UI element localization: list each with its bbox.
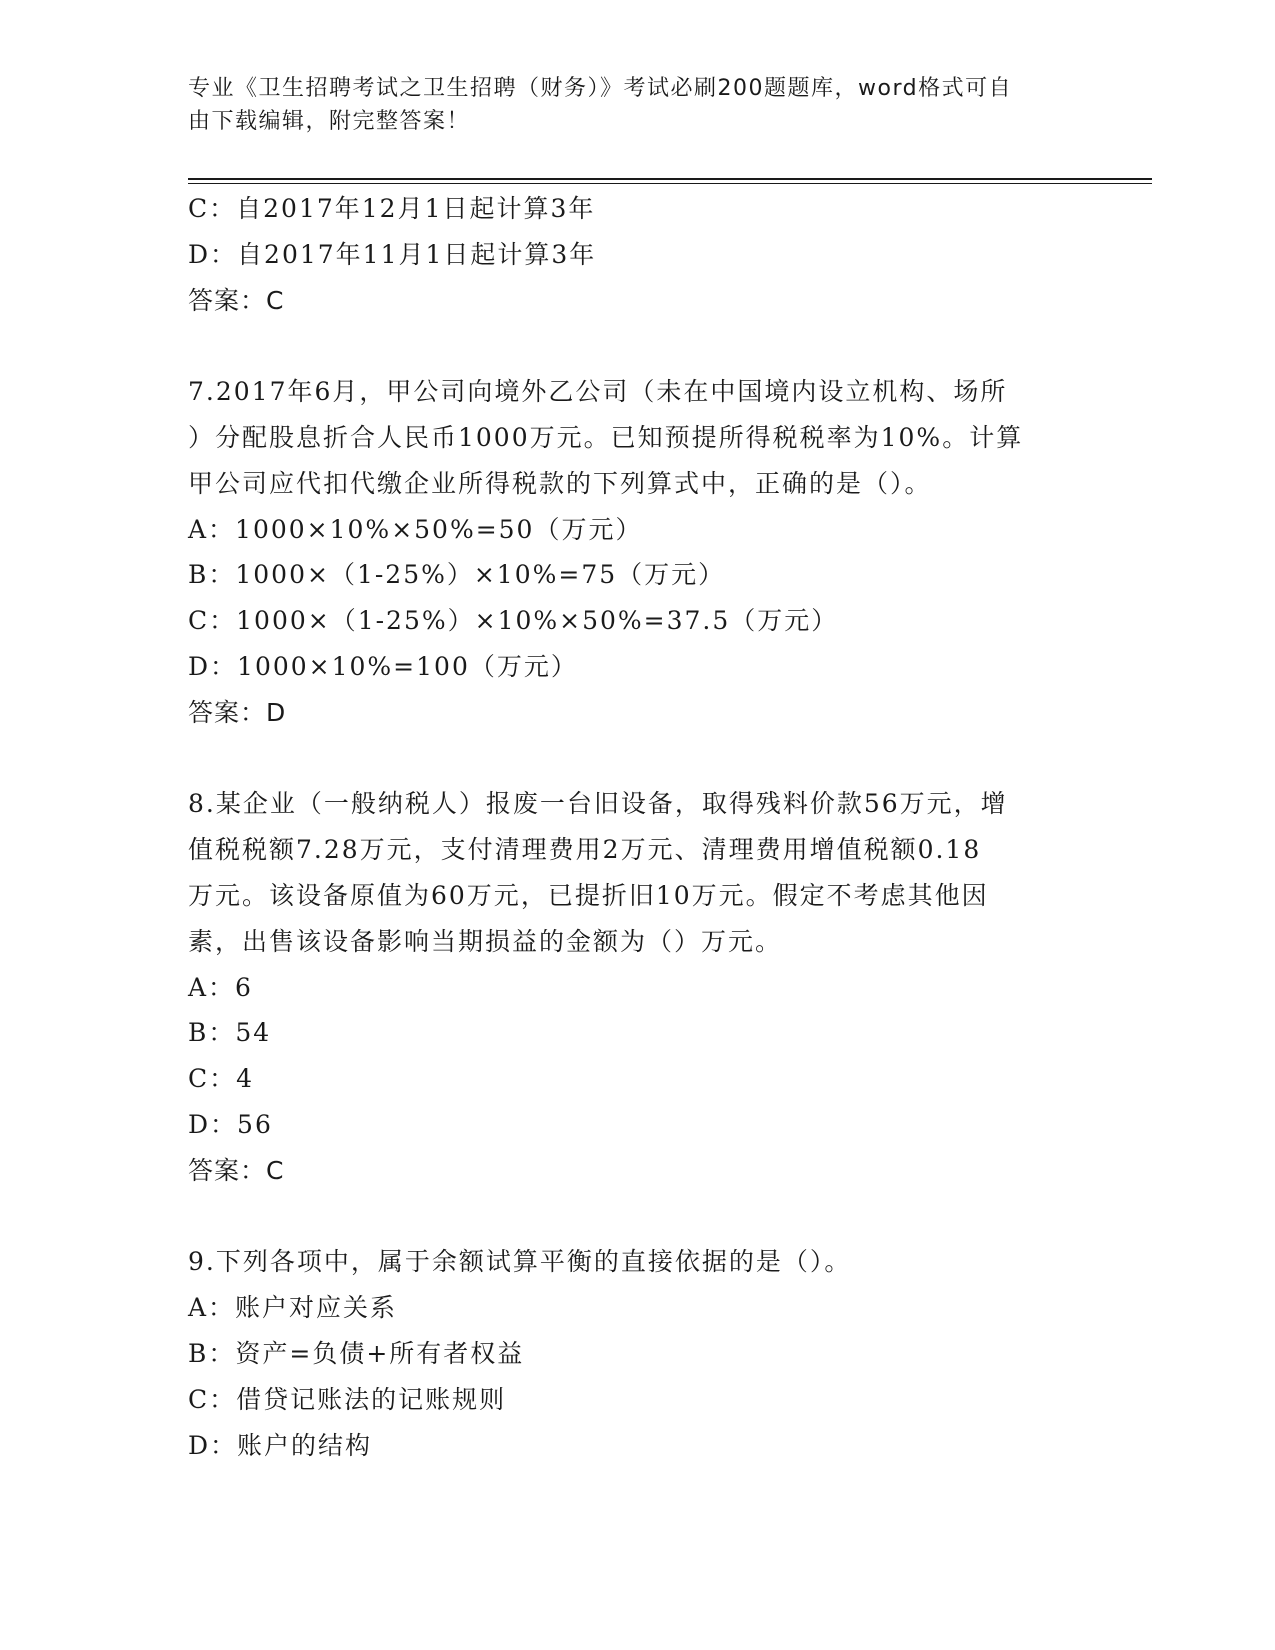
- q7-option-b: B：1000×（1-25%）×10%=75（万元）: [188, 560, 726, 590]
- q7-option-d: D：1000×10%=100（万元）: [188, 651, 578, 681]
- header-rule-thick: [188, 178, 1152, 180]
- q8-stem-line-4: 素，出售该设备影响当期损益的金额为（）万元。: [188, 926, 783, 956]
- q8-answer: 答案：C: [188, 1155, 285, 1185]
- q9-option-a: A：账户对应关系: [188, 1293, 398, 1323]
- q8-stem-line-3: 万元。该设备原值为60万元，已提折旧10万元。假定不考虑其他因: [188, 880, 989, 910]
- q8-stem-line-1: 8.某企业（一般纳税人）报废一台旧设备，取得残料价款56万元，增: [188, 789, 1008, 819]
- q8-stem-line-2: 值税税额7.28万元，支付清理费用2万元、清理费用增值税额0.18: [188, 835, 982, 865]
- question-content: [188, 186, 1068, 1468]
- q6-answer: 答案：C: [188, 285, 285, 315]
- q9-option-c: C：借贷记账法的记账规则: [188, 1384, 507, 1414]
- q6-option-d: D：自2017年11月1日起计算3年: [188, 239, 597, 269]
- spacer: [188, 1194, 1068, 1240]
- q7-answer: 答案：D: [188, 697, 287, 727]
- q8-option-a: A：6: [188, 972, 253, 1002]
- header-rule-thin: [188, 183, 1152, 184]
- q7-stem-line-2: ）分配股息折合人民币1000万元。已知预提所得税税率为10%。计算: [188, 422, 1024, 452]
- q9-stem-line-1: 9.下列各项中，属于余额试算平衡的直接依据的是（）。: [188, 1247, 852, 1277]
- q8-option-d: D：56: [188, 1109, 273, 1139]
- document-header: [188, 72, 1068, 138]
- q7-stem-line-1: 7.2017年6月，甲公司向境外乙公司（未在中国境内设立机构、场所: [188, 377, 1008, 407]
- q7-stem-line-3: 甲公司应代扣代缴企业所得税款的下列算式中，正确的是（）。: [188, 468, 932, 498]
- q7-option-a: A：1000×10%×50%=50（万元）: [188, 514, 643, 544]
- q6-option-c: C：自2017年12月1日起计算3年: [188, 194, 596, 223]
- q9-option-d: D：账户的结构: [188, 1430, 373, 1460]
- spacer: [188, 736, 1068, 782]
- q9-option-b: B：资产=负债+所有者权益: [188, 1338, 525, 1368]
- header-line-2: 由下载编辑，附完整答案！: [188, 109, 471, 134]
- q8-option-b: B：54: [188, 1018, 272, 1048]
- q8-option-c: C：4: [188, 1064, 255, 1094]
- q7-option-c: C：1000×（1-25%）×10%×50%=37.5（万元）: [188, 606, 839, 636]
- header-line-1: 专业《卫生招聘考试之卫生招聘（财务）》考试必刷200题题库，word格式可自: [188, 76, 1013, 101]
- spacer: [188, 323, 1068, 369]
